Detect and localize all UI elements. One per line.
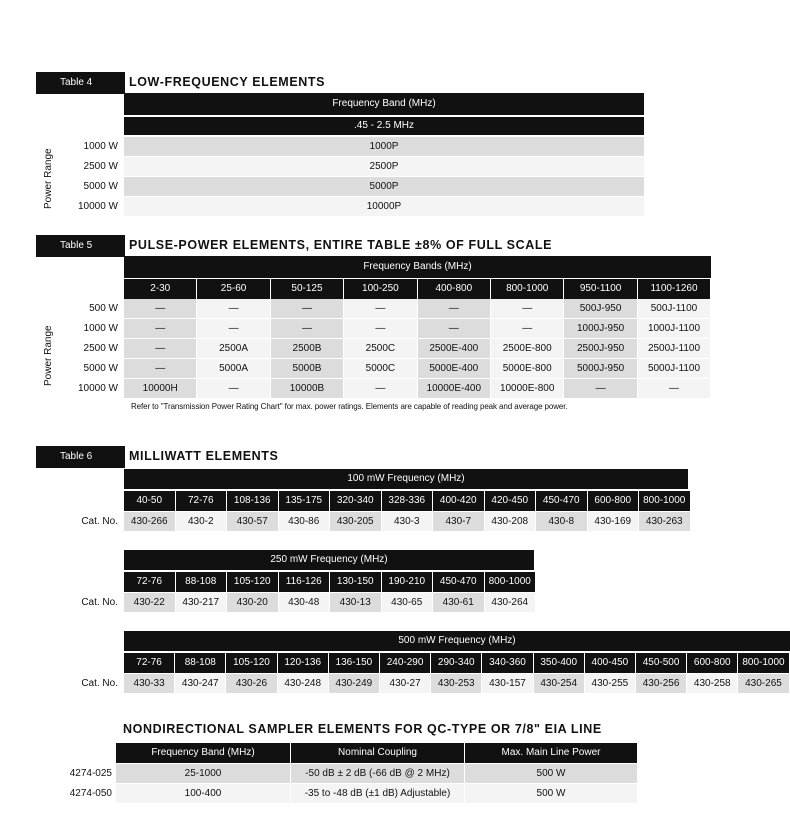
table6-column-header: 120-136 xyxy=(278,653,328,673)
table5-cell: — xyxy=(491,319,563,338)
table5-cell: — xyxy=(197,319,269,338)
sampler-cell: 500 W xyxy=(465,784,637,803)
table5-cell: — xyxy=(491,299,563,318)
table5-tag: Table 5 xyxy=(36,235,125,257)
table6-cell: 430-22 xyxy=(124,593,175,612)
table6-group-header: 100 mW Frequency (MHz) xyxy=(124,469,688,489)
table5-row-label: 500 W xyxy=(89,303,118,314)
table6-group-header: 250 mW Frequency (MHz) xyxy=(124,550,534,570)
sampler-cell: 500 W xyxy=(465,764,637,783)
table6-row-label: Cat. No. xyxy=(81,597,118,608)
table5-column-header: 50-125 xyxy=(271,279,343,299)
table5-column-header: 100-250 xyxy=(344,279,416,299)
table4-row-label: 2500 W xyxy=(83,161,118,172)
table5-cell: — xyxy=(271,299,343,318)
table5-cell: — xyxy=(271,319,343,338)
table5-row-label: 2500 W xyxy=(83,343,118,354)
table5-cell: 5000E-800 xyxy=(491,359,563,378)
sampler-row-label: 4274-050 xyxy=(69,788,112,799)
table5-header: Frequency Bands (MHz) xyxy=(124,256,711,278)
table6-cell: 430-57 xyxy=(227,512,278,531)
table5-column-header: 800-1000 xyxy=(491,279,563,299)
table6-column-header: 328-336 xyxy=(382,491,433,511)
table6-cell: 430-13 xyxy=(330,593,381,612)
table5-cell: 10000B xyxy=(271,379,343,398)
table6-column-header: 290-340 xyxy=(431,653,481,673)
table5-cell: 10000H xyxy=(124,379,196,398)
table6-cell: 430-263 xyxy=(639,512,690,531)
table5-row-label: 10000 W xyxy=(77,383,118,394)
table6-column-header: 72-76 xyxy=(124,572,175,592)
table6-cell: 430-247 xyxy=(175,674,225,693)
table5-cell: 5000E-400 xyxy=(418,359,490,378)
table6-column-header: 116-126 xyxy=(279,572,330,592)
table4-axis-label: Power Range xyxy=(43,148,54,209)
table6-column-header: 72-76 xyxy=(176,491,227,511)
table5-cell: 2500C xyxy=(344,339,416,358)
table5-column-header: 950-1100 xyxy=(564,279,636,299)
sampler-row-label: 4274-025 xyxy=(69,768,112,779)
table6-column-header: 88-108 xyxy=(175,653,225,673)
table6-column-header: 420-450 xyxy=(485,491,536,511)
table6-column-header: 450-470 xyxy=(536,491,587,511)
table4-tag: Table 4 xyxy=(36,72,125,94)
table6-column-header: 400-450 xyxy=(585,653,635,673)
table6-row-label: Cat. No. xyxy=(81,516,118,527)
table6-column-header: 400-420 xyxy=(433,491,484,511)
table6-cell: 430-265 xyxy=(738,674,788,693)
table6-cell: 430-254 xyxy=(534,674,584,693)
table6-cell: 430-169 xyxy=(588,512,639,531)
table5-column-header: 2-30 xyxy=(124,279,196,299)
sampler-column-header: Frequency Band (MHz) xyxy=(116,743,290,763)
table6-column-header: 800-1000 xyxy=(485,572,536,592)
sampler-cell: -50 dB ± 2 dB (-66 dB @ 2 MHz) xyxy=(291,764,464,783)
sampler-title: NONDIRECTIONAL SAMPLER ELEMENTS FOR QC-TYPE OR 7/8" EIA LINE xyxy=(123,722,602,736)
table6-cell: 430-61 xyxy=(433,593,484,612)
table6-cell: 430-26 xyxy=(226,674,276,693)
table6-column-header: 800-1000 xyxy=(639,491,690,511)
table6-column-header: 105-120 xyxy=(226,653,276,673)
table5-cell: — xyxy=(124,319,196,338)
table5-cell: — xyxy=(124,359,196,378)
table5-cell: — xyxy=(197,299,269,318)
table4-row-value: 1000P xyxy=(124,137,644,156)
sampler-cell: 25-1000 xyxy=(116,764,290,783)
sampler-column-header: Nominal Coupling xyxy=(291,743,464,763)
table6-group-header: 500 mW Frequency (MHz) xyxy=(124,631,790,651)
table5-cell: — xyxy=(124,339,196,358)
table6-column-header: 800-1000 xyxy=(738,653,788,673)
table6-cell: 430-264 xyxy=(485,593,536,612)
table4-row-label: 5000 W xyxy=(83,181,118,192)
table5-cell: 1000J-950 xyxy=(564,319,636,338)
table6-column-header: 136-150 xyxy=(329,653,379,673)
table6-row-label: Cat. No. xyxy=(81,678,118,689)
table5-cell: 5000B xyxy=(271,359,343,378)
table5-cell: 5000J-950 xyxy=(564,359,636,378)
table6-tag: Table 6 xyxy=(36,446,125,468)
table5-column-header: 25-60 xyxy=(197,279,269,299)
table6-cell: 430-205 xyxy=(330,512,381,531)
table5-cell: 5000A xyxy=(197,359,269,378)
table6-cell: 430-27 xyxy=(380,674,430,693)
table5-cell: — xyxy=(638,379,710,398)
table5-cell: 1000J-1100 xyxy=(638,319,710,338)
table6-cell: 430-65 xyxy=(382,593,433,612)
table6-column-header: 130-150 xyxy=(330,572,381,592)
table4-row-label: 1000 W xyxy=(83,141,118,152)
table5-cell: — xyxy=(564,379,636,398)
table6-cell: 430-48 xyxy=(279,593,330,612)
table5-cell: — xyxy=(418,319,490,338)
table6-column-header: 340-360 xyxy=(482,653,532,673)
table6-cell: 430-20 xyxy=(227,593,278,612)
table5-cell: — xyxy=(344,299,416,318)
table5-cell: — xyxy=(344,379,416,398)
table6-cell: 430-208 xyxy=(485,512,536,531)
table4-row-value: 2500P xyxy=(124,157,644,176)
table5-cell: 2500E-800 xyxy=(491,339,563,358)
table6-column-header: 190-210 xyxy=(382,572,433,592)
table5-cell: 500J-950 xyxy=(564,299,636,318)
table6-column-header: 135-175 xyxy=(279,491,330,511)
table6-cell: 430-7 xyxy=(433,512,484,531)
table6-cell: 430-33 xyxy=(124,674,174,693)
table4-header: Frequency Band (MHz) xyxy=(124,93,644,115)
table6-column-header: 72-76 xyxy=(124,653,174,673)
table5-row-label: 1000 W xyxy=(83,323,118,334)
table5-cell: — xyxy=(197,379,269,398)
table6-column-header: 350-400 xyxy=(534,653,584,673)
table6-column-header: 240-290 xyxy=(380,653,430,673)
table6-cell: 430-2 xyxy=(176,512,227,531)
table5-title: PULSE-POWER ELEMENTS, ENTIRE TABLE ±8% OF FULL SCALE xyxy=(129,238,553,252)
table6-cell: 430-217 xyxy=(176,593,227,612)
table5-column-header: 400-800 xyxy=(418,279,490,299)
table6-cell: 430-253 xyxy=(431,674,481,693)
table5-cell: — xyxy=(344,319,416,338)
table6-cell: 430-86 xyxy=(279,512,330,531)
table5-cell: 2500J-950 xyxy=(564,339,636,358)
table5-cell: — xyxy=(124,299,196,318)
table6-column-header: 320-340 xyxy=(330,491,381,511)
table6-column-header: 600-800 xyxy=(588,491,639,511)
table4-row-value: 10000P xyxy=(124,197,644,216)
table5-cell: 2500B xyxy=(271,339,343,358)
table5-cell: 10000E-400 xyxy=(418,379,490,398)
table6-cell: 430-249 xyxy=(329,674,379,693)
table6-cell: 430-266 xyxy=(124,512,175,531)
table6-column-header: 105-120 xyxy=(227,572,278,592)
table6-cell: 430-255 xyxy=(585,674,635,693)
table6-column-header: 88-108 xyxy=(176,572,227,592)
table6-cell: 430-3 xyxy=(382,512,433,531)
table6-column-header: 600-800 xyxy=(687,653,737,673)
table6-cell: 430-157 xyxy=(482,674,532,693)
table4-band: .45 - 2.5 MHz xyxy=(124,117,644,135)
table6-cell: 430-248 xyxy=(278,674,328,693)
table6-column-header: 108-136 xyxy=(227,491,278,511)
table5-cell: 5000J-1100 xyxy=(638,359,710,378)
table5-cell: 2500E-400 xyxy=(418,339,490,358)
sampler-cell: -35 to -48 dB (±1 dB) Adjustable) xyxy=(291,784,464,803)
table6-cell: 430-258 xyxy=(687,674,737,693)
sampler-cell: 100-400 xyxy=(116,784,290,803)
table6-column-header: 450-470 xyxy=(433,572,484,592)
table5-cell: 2500A xyxy=(197,339,269,358)
table5-axis-label: Power Range xyxy=(43,325,54,386)
table6-title: MILLIWATT ELEMENTS xyxy=(129,449,279,463)
table5-cell: 500J-1100 xyxy=(638,299,710,318)
table6-column-header: 450-500 xyxy=(636,653,686,673)
table4-row-label: 10000 W xyxy=(77,201,118,212)
table5-cell: — xyxy=(418,299,490,318)
table5-note: Refer to "Transmission Power Rating Chart" for max. power ratings. Elements are capable of reading peak and average power. xyxy=(131,402,568,411)
table6-cell: 430-256 xyxy=(636,674,686,693)
table5-column-header: 1100-1260 xyxy=(638,279,710,299)
table4-title: LOW-FREQUENCY ELEMENTS xyxy=(129,75,326,89)
table5-cell: 10000E-800 xyxy=(491,379,563,398)
table5-cell: 5000C xyxy=(344,359,416,378)
sampler-column-header: Max. Main Line Power xyxy=(465,743,637,763)
table4-row-value: 5000P xyxy=(124,177,644,196)
table6-column-header: 40-50 xyxy=(124,491,175,511)
table5-row-label: 5000 W xyxy=(83,363,118,374)
table6-cell: 430-8 xyxy=(536,512,587,531)
table5-cell: 2500J-1100 xyxy=(638,339,710,358)
